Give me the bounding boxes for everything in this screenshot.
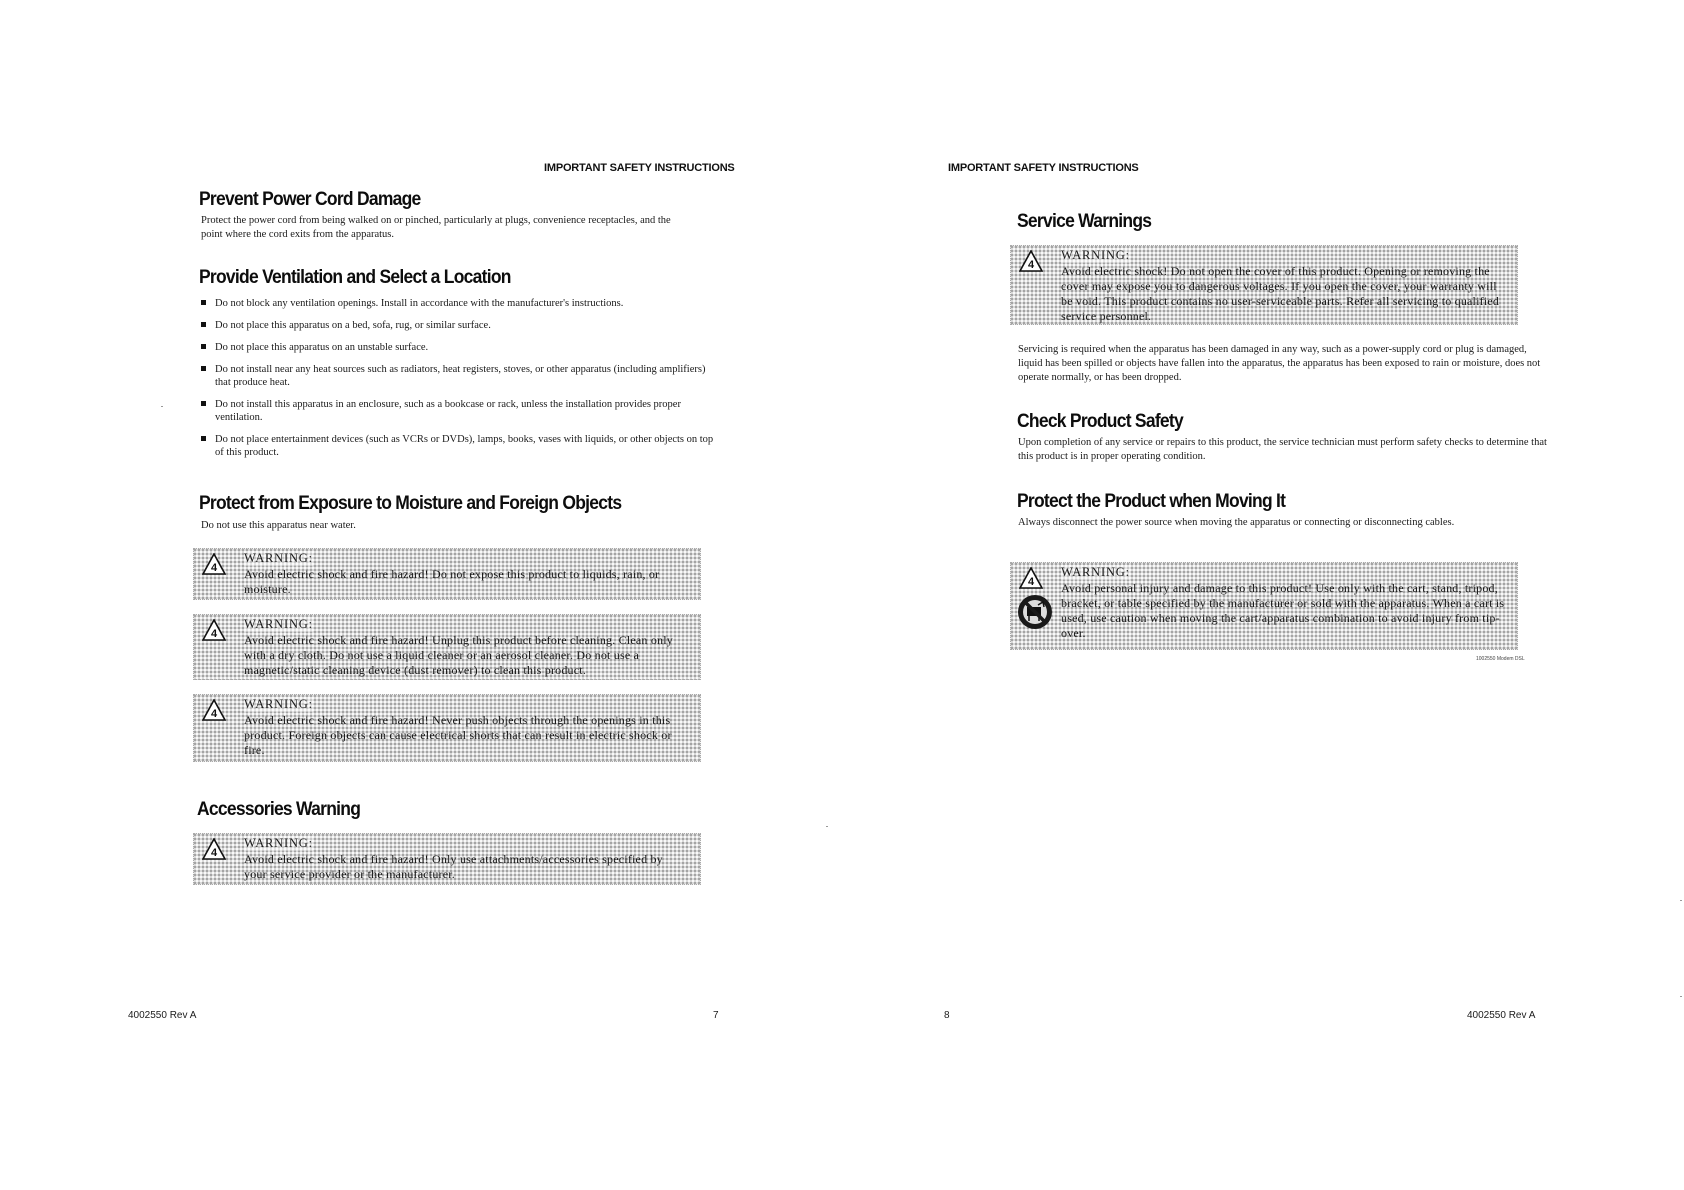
bullet-icon xyxy=(201,366,206,371)
section-heading-moisture: Protect from Exposure to Moisture and Foreign Objects xyxy=(199,493,622,514)
svg-text:4: 4 xyxy=(210,562,218,574)
warning-title: WARNING: xyxy=(244,836,313,850)
warning-box xyxy=(1010,562,1518,650)
no-cart-tipover-icon xyxy=(1016,593,1054,631)
warning-text: Avoid electric shock and fire hazard! Only use attachments/accessories specified by your service provider or the manufacturer. xyxy=(244,852,663,881)
list-item: Do not place this apparatus on a bed, sofa, rug, or similar surface. xyxy=(201,319,701,332)
warning-title: WARNING: xyxy=(244,697,313,711)
scan-speck xyxy=(161,406,163,407)
ventilation-list xyxy=(201,297,714,468)
bullet-icon xyxy=(201,436,206,441)
section-heading-accessories: Accessories Warning xyxy=(197,799,361,820)
list-item: Do not block any ventilation openings. Install in accordance with the manufacturer's instructions. xyxy=(201,297,701,310)
warning-title: WARNING: xyxy=(1061,248,1130,262)
section-heading-ventilation: Provide Ventilation and Select a Location xyxy=(199,267,511,288)
warning-triangle-icon xyxy=(1019,250,1043,272)
svg-text:4: 4 xyxy=(210,628,218,640)
list-item: Do not install this apparatus in an enclosure, such as a bookcase or rack, unless the installation provides proper ventilation. xyxy=(201,398,705,424)
scan-speck xyxy=(1680,900,1682,901)
warning-title: WARNING: xyxy=(1061,565,1130,579)
bullet-icon xyxy=(201,344,206,349)
bullet-icon xyxy=(201,300,206,305)
warning-box xyxy=(193,833,701,885)
page-number: 8 xyxy=(944,1010,950,1021)
running-head: IMPORTANT SAFETY INSTRUCTIONS xyxy=(544,162,735,174)
running-head: IMPORTANT SAFETY INSTRUCTIONS xyxy=(948,162,1139,174)
doc-number: 4002550 Rev A xyxy=(1467,1010,1536,1021)
warning-box xyxy=(193,694,701,762)
svg-text:4: 4 xyxy=(1027,576,1035,588)
warning-text: Avoid electric shock! Do not open the cover of this product. Opening or removing the cover may expose you to dangerous voltages. If you open the cover, your warranty will be void. This product contains no user-serviceable parts. Refer all servicing to qualified service personnel. xyxy=(1061,264,1500,323)
scan-speck xyxy=(826,826,828,827)
section-heading-product-safety: Check Product Safety xyxy=(1017,411,1183,432)
product-safety-text: Upon completion of any service or repairs to this product, the service technician must perform safety checks to determine that this product is in proper operating condition. xyxy=(1018,437,1547,462)
warning-triangle-icon xyxy=(202,619,226,641)
scan-speck xyxy=(1680,996,1682,997)
moving-text: Always disconnect the power source when moving the apparatus or connecting or disconnecting cables. xyxy=(1018,517,1455,528)
bullet-icon xyxy=(201,401,206,406)
warning-box xyxy=(193,614,701,680)
warning-box xyxy=(193,548,701,600)
warning-triangle-icon xyxy=(202,553,226,575)
warning-text: Avoid electric shock and fire hazard! Unplug this product before cleaning. Clean only with a dry cloth. Do not use a liquid cleaner or an aerosol cleaner. Do not use a magnetic/static cleaning device (dust remover) to clean this product. xyxy=(244,633,673,677)
list-item: Do not place entertainment devices (such as VCRs or DVDs), lamps, books, vases with liquids, or other objects on top of this product. xyxy=(201,433,715,459)
section-heading-moving: Protect the Product when Moving It xyxy=(1017,491,1286,512)
warning-box xyxy=(1010,245,1518,325)
warning-text: Avoid electric shock and fire hazard! Do not expose this product to liquids, rain, or moisture. xyxy=(244,567,660,596)
svg-text:4: 4 xyxy=(1027,259,1035,271)
right-page xyxy=(842,0,1684,1190)
doc-number: 4002550 Rev A xyxy=(128,1010,197,1021)
warning-text: Avoid electric shock and fire hazard! Never push objects through the openings in this product. Foreign objects can cause electrical shorts that can result in electric shock or fire. xyxy=(244,713,672,757)
moisture-text: Do not use this apparatus near water. xyxy=(201,520,356,531)
svg-text:4: 4 xyxy=(210,708,218,720)
section-heading-service: Service Warnings xyxy=(1017,211,1152,232)
warning-title: WARNING: xyxy=(244,551,313,565)
bullet-icon xyxy=(201,322,206,327)
list-item: Do not place this apparatus on an unstable surface. xyxy=(201,341,701,354)
warning-triangle-icon xyxy=(202,699,226,721)
warning-text: Avoid personal injury and damage to this product! Use only with the cart, stand, tripod, bracket, or table specified by the manufacturer or sold with the apparatus. When a cart is used, use caution when moving the cart/apparatus combination to avoid injury from tip-over. xyxy=(1061,581,1505,640)
section-heading-power-cord: Prevent Power Cord Damage xyxy=(199,189,421,210)
warning-triangle-icon xyxy=(202,838,226,860)
warning-triangle-icon xyxy=(1019,567,1043,589)
service-text: Servicing is required when the apparatus has been damaged in any way, such as a power-supply cord or plug is damaged, liquid has been spilled or objects have fallen into the apparatus, the apparatus has been exposed to rain or moisture, does not operate normally, or has been dropped. xyxy=(1018,344,1541,383)
warning-title: WARNING: xyxy=(244,617,313,631)
svg-text:4: 4 xyxy=(210,847,218,859)
list-item: Do not install near any heat sources such as radiators, heat registers, stoves, or other apparatus (including amplifiers) that produce heat. xyxy=(201,363,715,389)
power-cord-text: Protect the power cord from being walked on or pinched, particularly at plugs, convenience receptacles, and the point where the cord exits from the apparatus. xyxy=(201,215,671,240)
image-note: 1002550 Modem DSL xyxy=(1476,656,1525,662)
page-number: 7 xyxy=(713,1010,719,1021)
